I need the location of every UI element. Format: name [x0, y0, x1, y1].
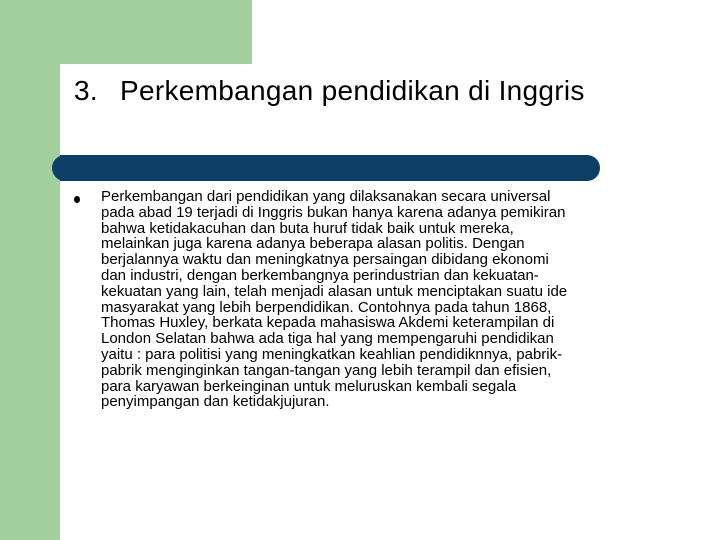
title-text: Perkembangan pendidikan di Inggris	[120, 75, 585, 106]
bullet-paragraph: Perkembangan dari pendidikan yang dilaksanakan secara universal pada abad 19 terjadi di Inggris bukan hanya karena adanya pemikiran bahwa ketidakacuhan dan buta huruf tidak baik untuk mereka, melainkan juga karena adanya beberapa alasan politis. Dengan berjalannya waktu dan meningkatnya persaingan dibidang ekonomi dan industri, dengan berkembangnya perindustrian dan kekuatan- kekuatan yang lain, telah menjadi alasan untuk menciptakan suatu ide masyarakat yang lebih berpendidikan. Contohnya pada tahun 1868, Thomas Huxley, berkata kepada mahasiswa Akdemi keterampilan di London Selatan bahwa ada tiga hal yang mempengaruhi pendidikan yaitu : para politisi yang meningkatkan keahlian pendidiknnya, pabrik- pabrik menginginkan tangan-tangan yang lebih terampil dan efisien, para karyawan berkeinginan untuk meluruskan kembali segala penyimpangan dan ketidakjujuran.	[101, 188, 568, 411]
slide-title	[74, 74, 634, 108]
left-accent-strip	[0, 0, 60, 540]
bullet-icon	[74, 196, 80, 203]
title-number: 3.	[74, 75, 98, 106]
title-divider-bar	[60, 155, 600, 181]
top-accent-block	[60, 0, 252, 64]
